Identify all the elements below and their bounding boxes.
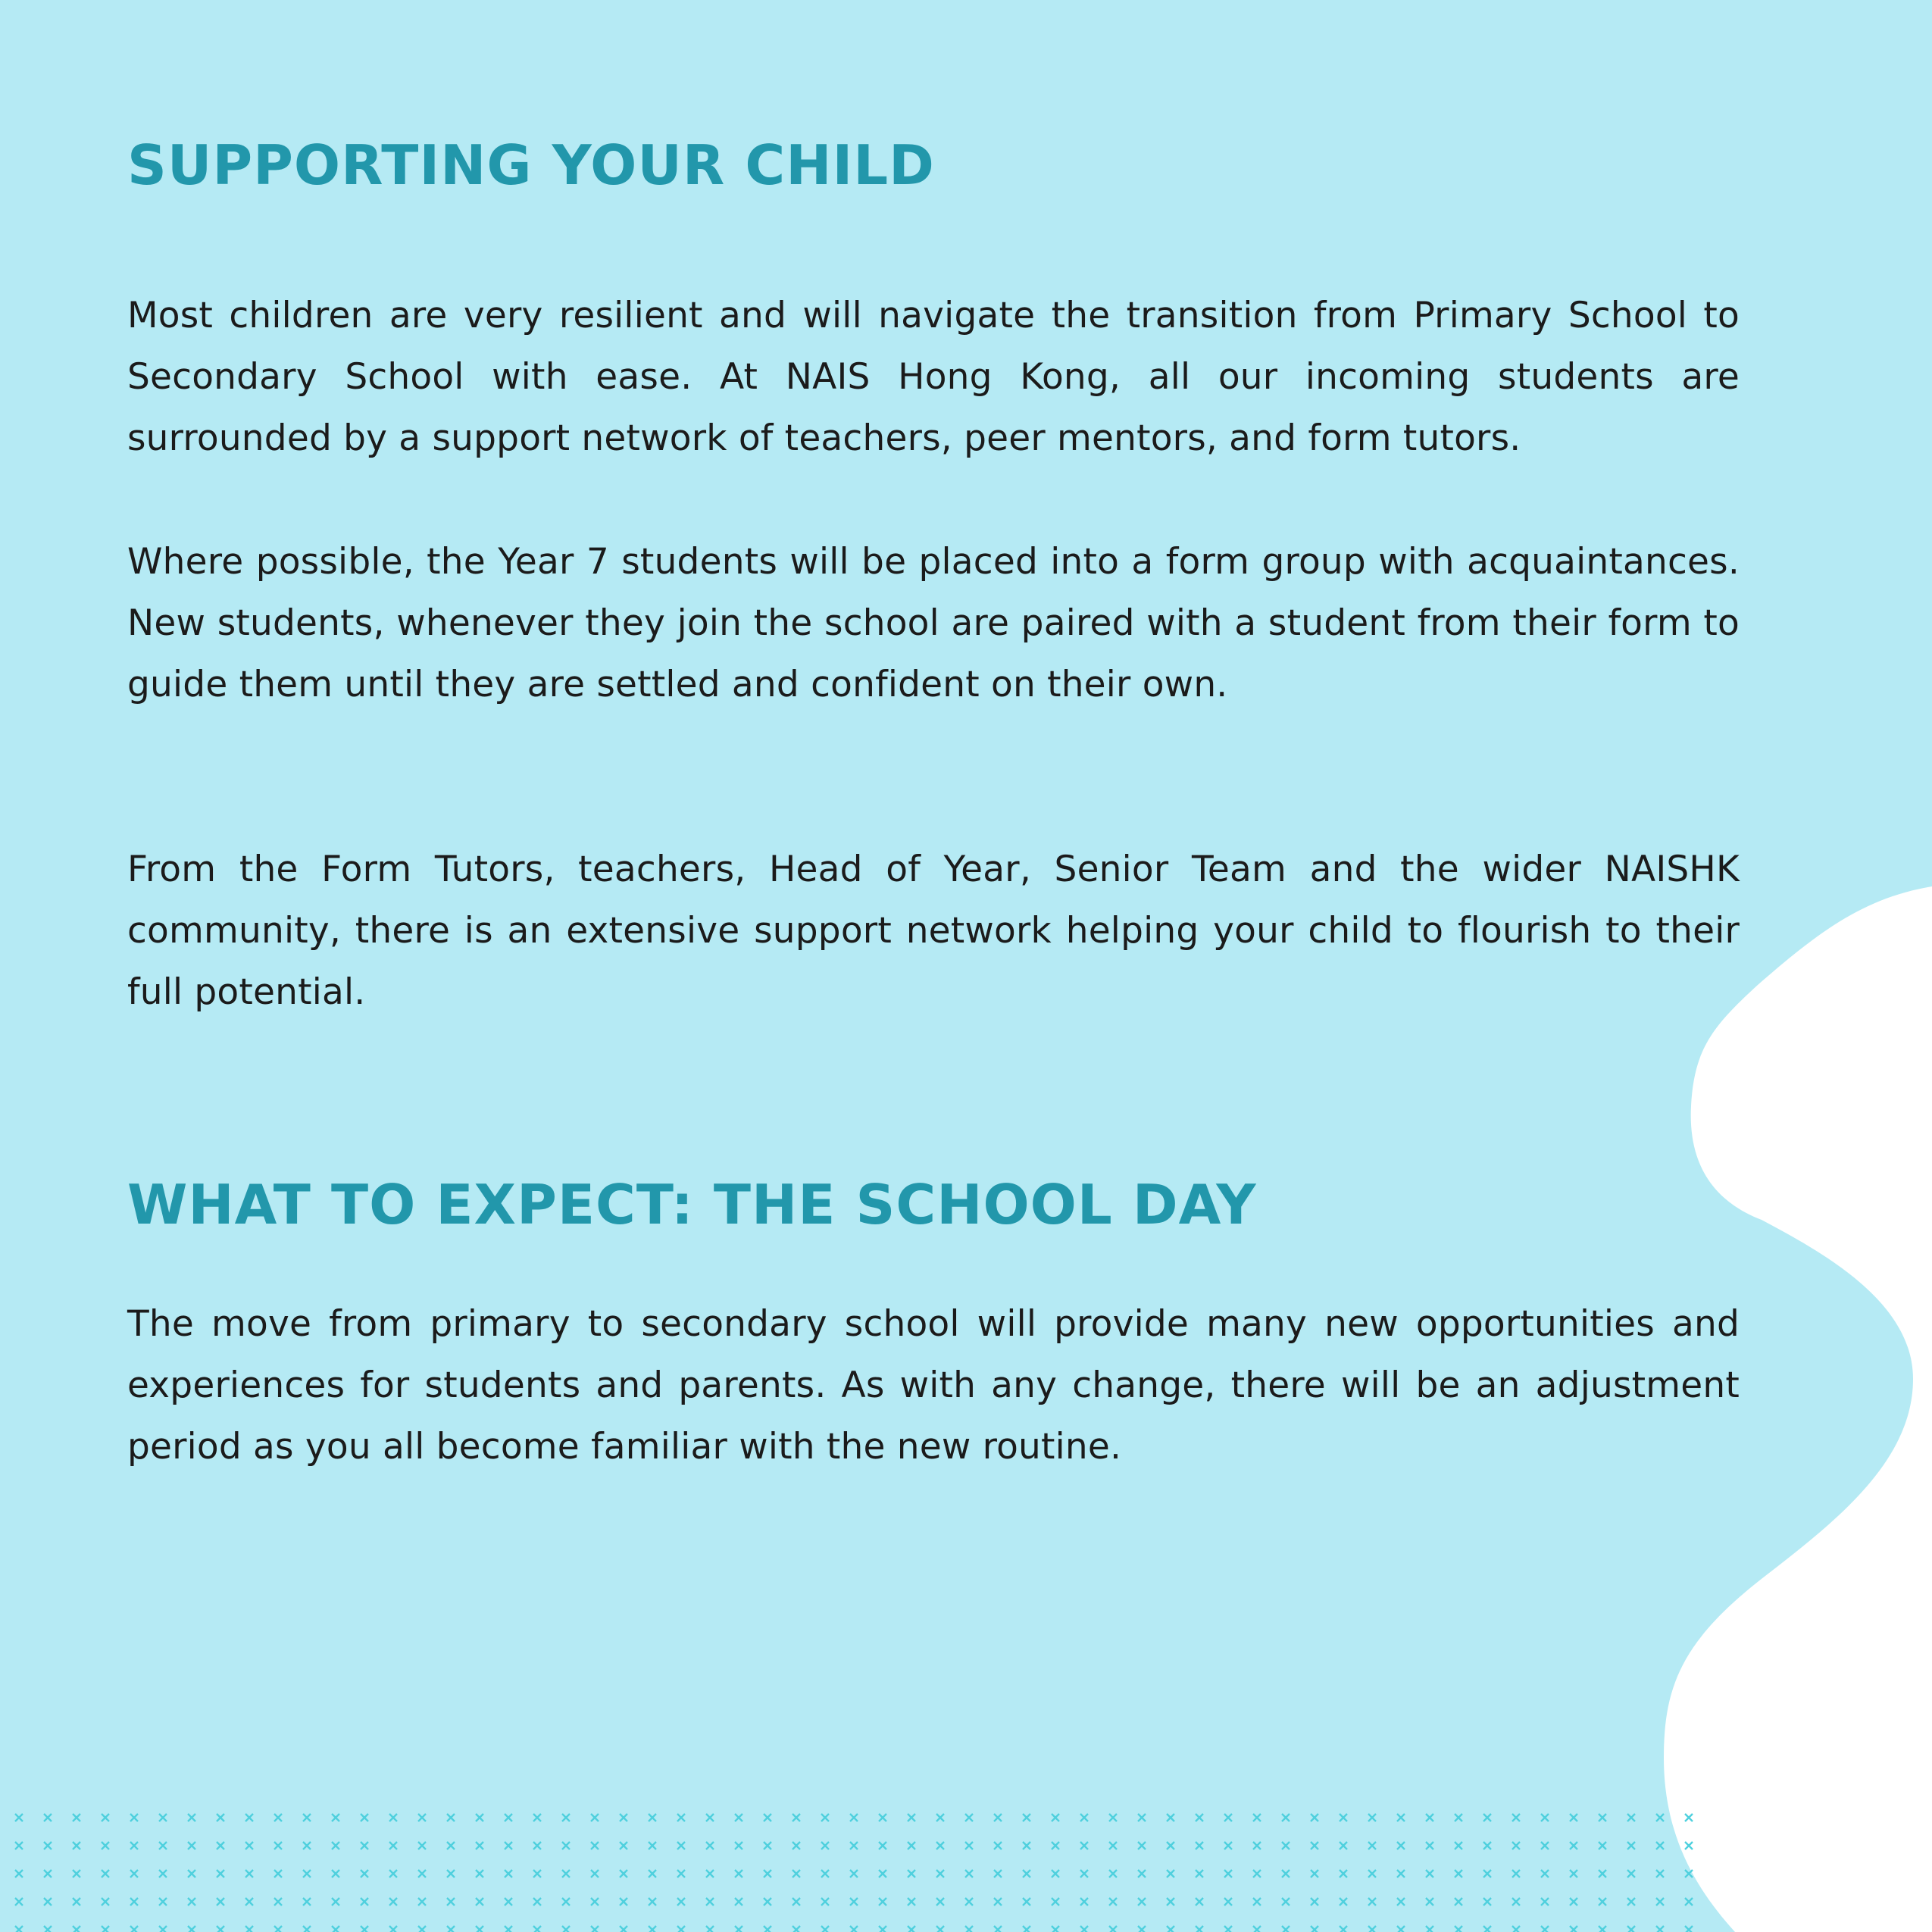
paragraph-support-network: Most children are very resilient and will navigate the transition from Primary School to Secondary School with ease. At NAIS Hong Kong, all our incoming students are surrounded by a support network of teachers, peer mentors, and form tutors.	[127, 295, 1740, 459]
paragraph-new-opportunities: The move from primary to secondary school will provide many new opportunities and experiences for students and parents. As with any change, there will be an adjustment period as you all become familiar with the new routine.	[127, 1303, 1740, 1468]
paragraph-form-group: Where possible, the Year 7 students will be placed into a form group with acquaintances. New students, whenever they join the school are paired with a student from their form to guide them until they are settled and confident on their own.	[127, 541, 1740, 705]
paragraph-community: From the Form Tutors, teachers, Head of Year, Senior Team and the wider NAISHK community, there is an extensive support network helping your child to flourish to their full potential.	[127, 849, 1740, 1013]
x-pattern-decoration	[0, 1808, 1712, 1932]
section-heading-supporting: SUPPORTING YOUR CHILD	[127, 133, 935, 197]
section-heading-school-day: WHAT TO EXPECT: THE SCHOOL DAY	[127, 1173, 1257, 1236]
